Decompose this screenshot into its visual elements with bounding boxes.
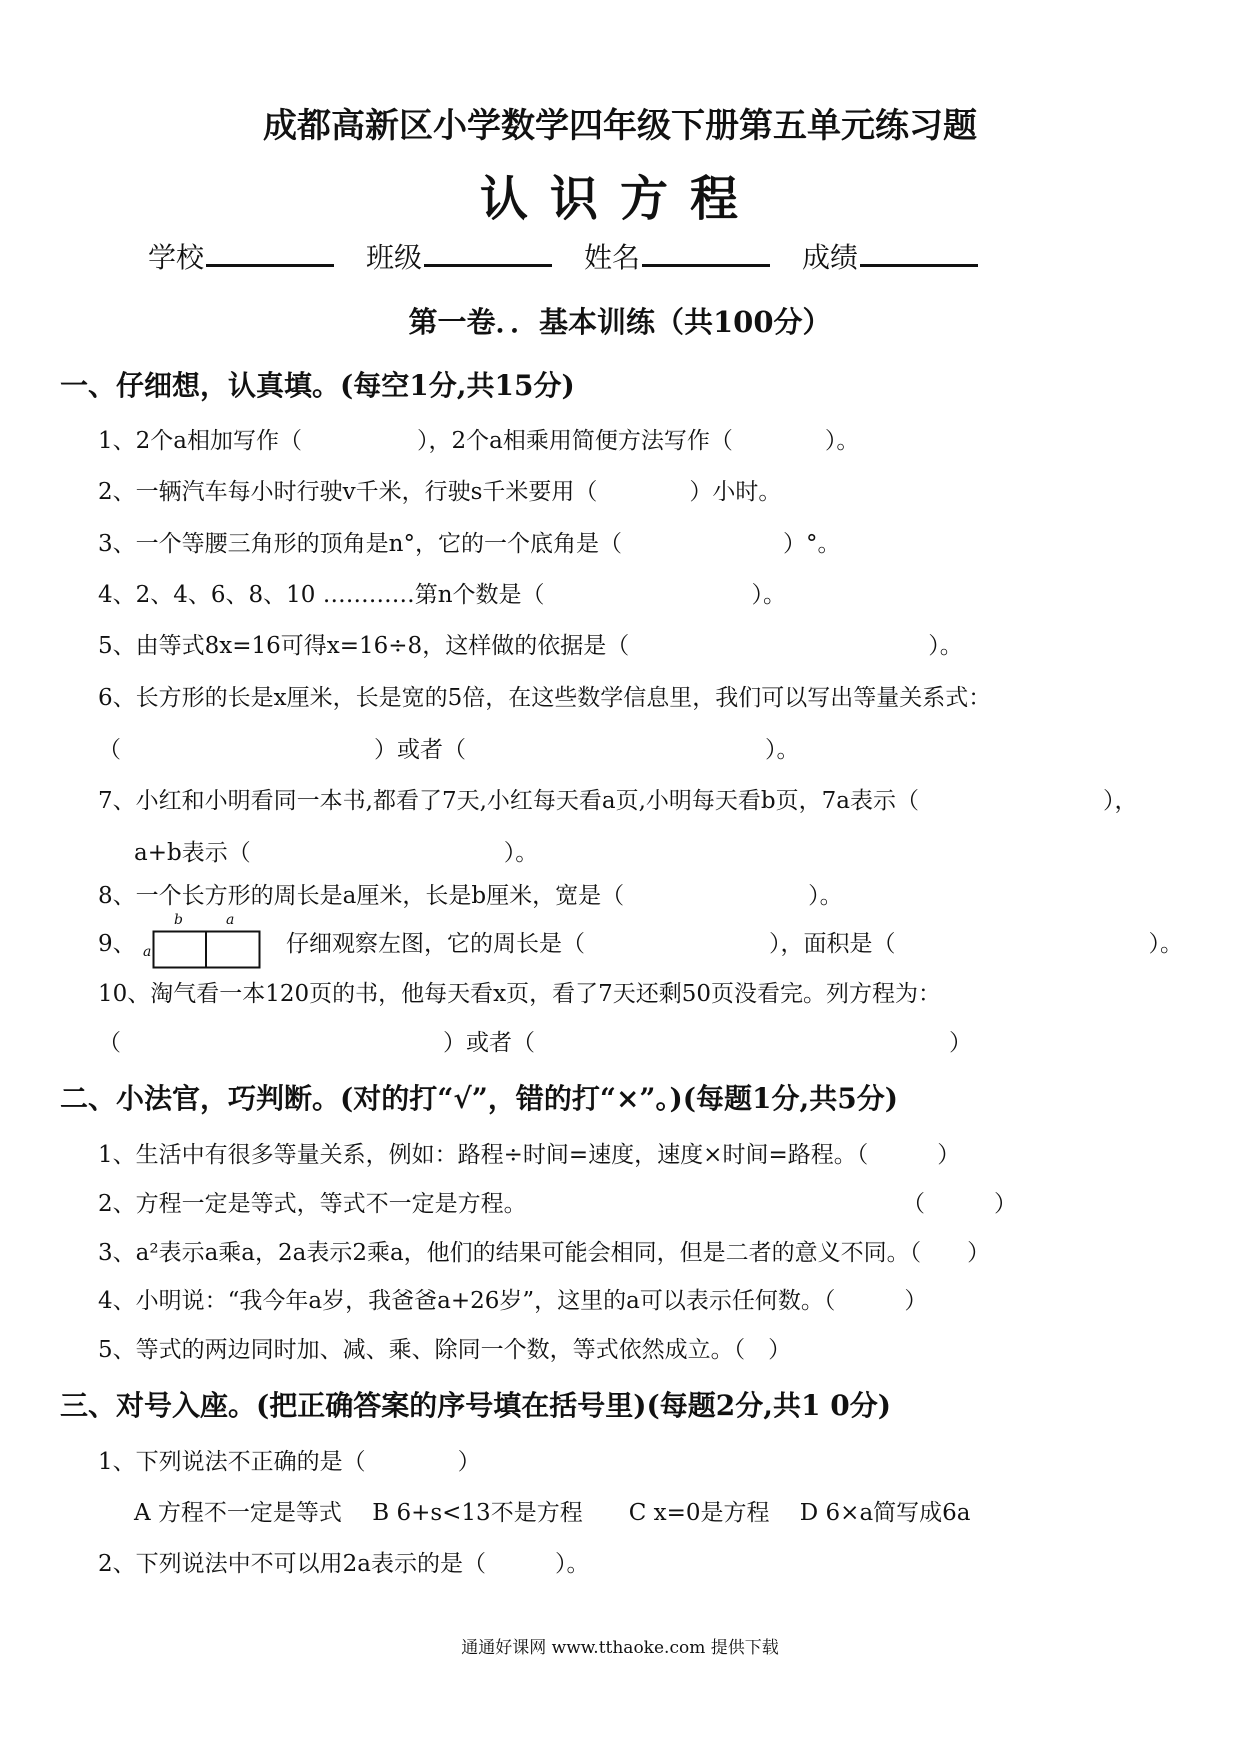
s1-question-3: 3、一个等腰三角形的顶角是n°，它的一个底角是（ ）°。 xyxy=(98,531,841,557)
s1-question-6-line2: （ ）或者（ ）。 xyxy=(98,737,800,763)
diagram-label-b: b xyxy=(174,912,183,928)
diagram-rectangles xyxy=(152,930,262,970)
section1-heading: 一、仔细想，认真填。(每空1分,共15分) xyxy=(60,369,575,402)
score-field xyxy=(802,236,978,276)
s1-question-8: 8、一个长方形的周长是a厘米，长是b厘米，宽是（ ）。 xyxy=(98,883,843,909)
s2-question-3: 3、a²表示a乘a，2a表示2乘a，他们的结果可能会相同，但是二者的意义不同。（ ） xyxy=(98,1240,991,1266)
score-blank xyxy=(860,236,978,267)
s3-question-2: 2、下列说法中不可以用2a表示的是（ ）。 xyxy=(98,1551,590,1577)
class-blank xyxy=(424,236,552,267)
s1-question-9-text: 仔细观察左图，它的周长是（ ），面积是（ ）。 xyxy=(286,931,1183,957)
s1-question-2: 2、一辆汽车每小时行驶v千米，行驶s千米要用（ ）小时。 xyxy=(98,479,782,505)
s2-question-5: 5、等式的两边同时加、减、乘、除同一个数，等式依然成立。（ ） xyxy=(98,1337,792,1363)
score-label: 成绩 xyxy=(802,241,859,274)
s1-question-10-line1: 10、淘气看一本120页的书，他每天看x页，看了7天还剩50页没看完。列方程为： xyxy=(98,981,942,1007)
s1-question-9-number: 9、 xyxy=(98,931,136,957)
section3-heading: 三、对号入座。(把正确答案的序号填在括号里)(每题2分,共1 0分) xyxy=(60,1389,891,1422)
worksheet-title: 成都高新区小学数学四年级下册第五单元练习题 xyxy=(263,106,977,146)
section2-heading: 二、小法官，巧判断。(对的打“√”，错的打“×”。)(每题1分,共5分) xyxy=(60,1082,898,1115)
s1-question-7-line2: a+b表示（ ）。 xyxy=(134,840,539,866)
school-blank xyxy=(206,236,334,267)
school-label: 学校 xyxy=(148,241,205,274)
diagram-label-a-side: a xyxy=(143,944,152,960)
s2-question-2: 2、方程一定是等式，等式不一定是方程。 xyxy=(98,1191,527,1217)
s1-question-5: 5、由等式8x=16可得x=16÷8，这样做的依据是（ ）。 xyxy=(98,633,963,659)
diagram-label-a-top: a xyxy=(226,912,235,928)
class-label: 班级 xyxy=(366,241,423,274)
s2-question-1: 1、生活中有很多等量关系，例如：路程÷时间=速度，速度×时间=路程。（ ） xyxy=(98,1142,961,1168)
volume-heading: 第一卷．．基本训练（共100分） xyxy=(408,305,832,339)
name-blank xyxy=(642,236,770,267)
s1-question-1: 1、2个a相加写作（ ），2个a相乘用简便方法写作（ ）。 xyxy=(98,428,860,454)
class-field xyxy=(366,236,552,276)
s1-question-6-line1: 6、长方形的长是x厘米，长是宽的5倍，在这些数学信息里，我们可以写出等量关系式： xyxy=(98,685,992,711)
rectangle-diagram xyxy=(140,912,270,972)
school-field xyxy=(148,236,334,276)
s1-question-4: 4、2、4、6、8、10 …………第n个数是（ ）。 xyxy=(98,582,787,608)
footer-credit: 通通好课网 www.tthaoke.com 提供下载 xyxy=(461,1638,779,1658)
s2-question-2-paren: （ ） xyxy=(902,1191,1017,1217)
name-label: 姓名 xyxy=(584,241,641,274)
name-field xyxy=(584,236,770,276)
s2-question-4: 4、小明说：“我今年a岁，我爸爸a+26岁”，这里的a可以表示任何数。（ ） xyxy=(98,1288,928,1314)
s3-question-1-options: A 方程不一定是等式 B 6+s<13不是方程 C x=0是方程 D 6×a简写成6a xyxy=(134,1500,971,1526)
worksheet-subtitle: 认识方程 xyxy=(479,171,760,227)
s1-question-10-line2: （ ）或者（ ） xyxy=(98,1030,972,1056)
s3-question-1: 1、下列说法不正确的是（ ） xyxy=(98,1449,481,1475)
s1-question-7-line1: 7、小红和小明看同一本书,都看了7天,小红每天看a页,小明每天看b页，7a表示（ ）， xyxy=(98,788,1138,814)
